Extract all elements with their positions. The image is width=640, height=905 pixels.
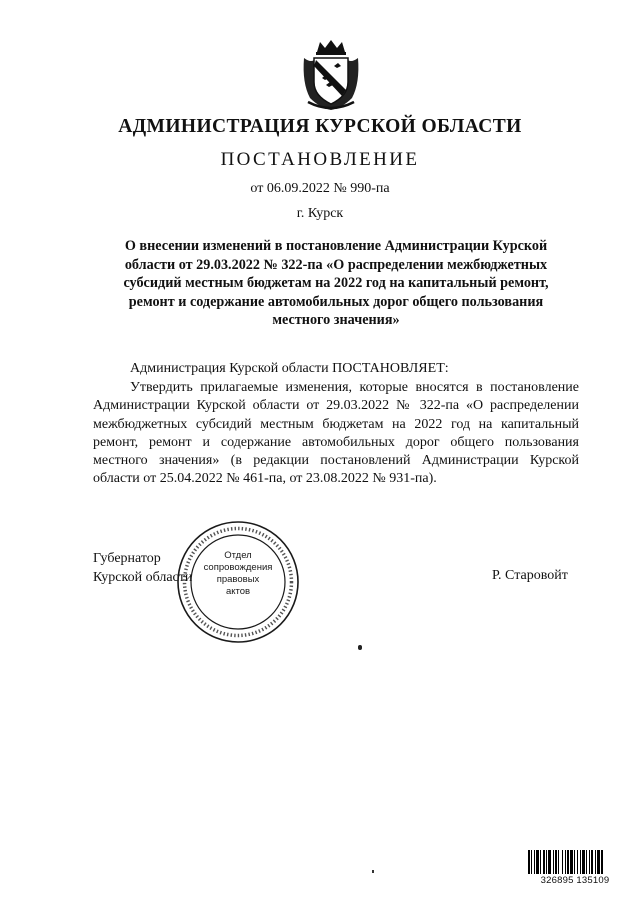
resolution-intro: Администрация Курской области ПОСТАНОВЛЯЕТ: (130, 361, 449, 376)
barcode-icon (528, 850, 622, 874)
stamp-line4: актов (225, 586, 251, 597)
scan-speck (372, 870, 374, 873)
signatory-name: Р. Старовойт (492, 568, 568, 583)
scan-speck (358, 645, 362, 650)
stamp-text (176, 550, 300, 598)
stamp-line2: сопровождения (203, 562, 273, 573)
stamp-line1: Отдел (224, 550, 252, 561)
document-subject: О внесении изменений в постановление Администрации Курской области от 29.03.2022 № 322-па «О распределении межбюджетных субсидий местным бюджетам на 2022 год на капитальный ремонт, ремонт и содержание автомобильных дорог общего пользования местного значения» (123, 238, 549, 328)
document-city: г. Курск (296, 206, 344, 221)
stamp-line3: правовых (216, 574, 260, 585)
coat-of-arms-icon (300, 38, 362, 112)
document-type: ПОСТАНОВЛЕНИЕ (220, 149, 420, 170)
barcode-number: 326895 135109 (540, 875, 610, 886)
resolution-paragraph: Утвердить прилагаемые изменения, которые вносятся в постановление Администрации Курской области от 29.03.2022 № 322-па «О распределении межбюджетных субсидий местным бюджетам на 2022 год на капитальный ремонт, ремонт и содержание автомобильных дорог общего пользования местного значения» (в редакции постановлений Администрации Курской области от 25.04.2022 № 461-па, от 23.08.2022 № 931-па). (93, 380, 579, 487)
organization-title: АДМИНИСТРАЦИЯ КУРСКОЙ ОБЛАСТИ (118, 116, 522, 137)
signatory-role-line1: Губернатор (93, 551, 161, 566)
document-date-number: от 06.09.2022 № 990-па (250, 181, 390, 196)
signatory-role-line2: Курской области (93, 569, 193, 585)
